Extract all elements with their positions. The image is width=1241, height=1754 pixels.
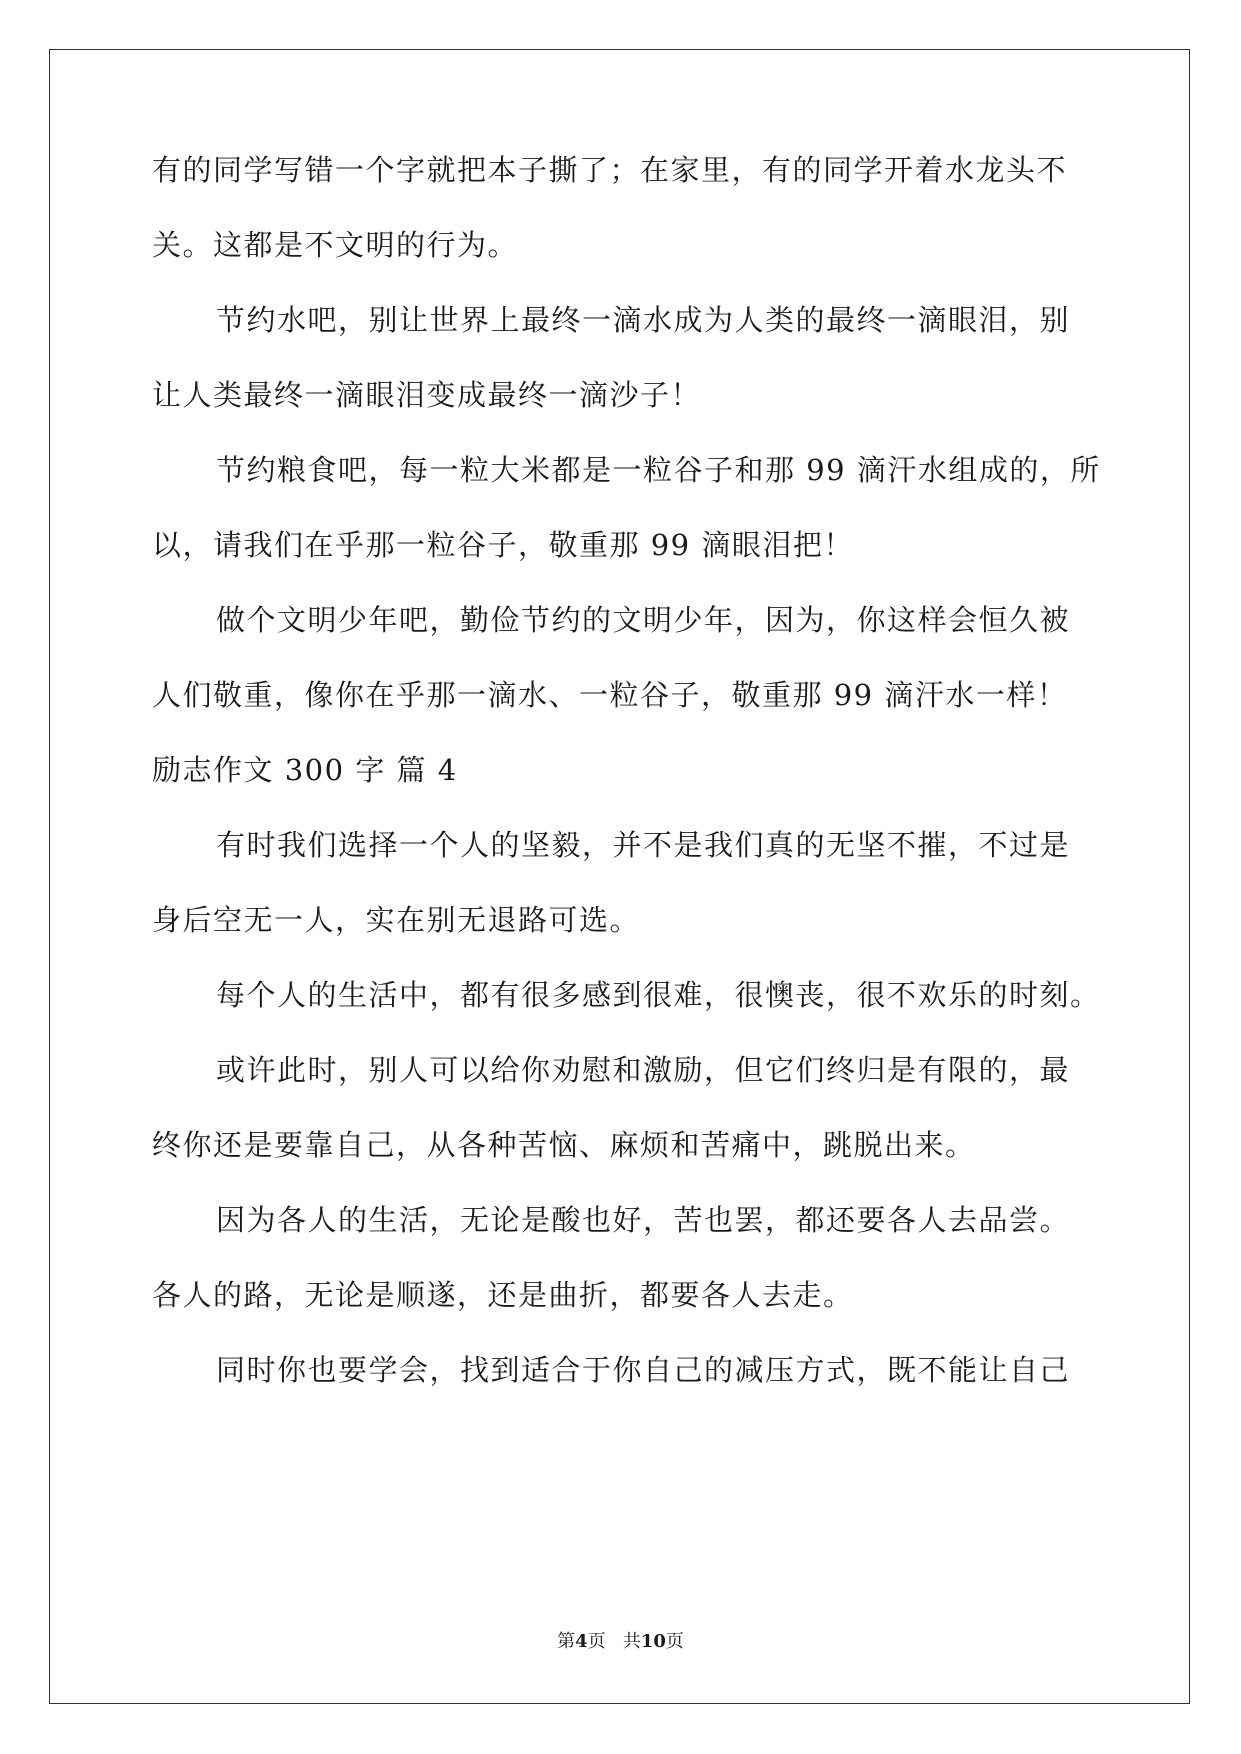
body-line: 关。这都是不文明的行为。 — [152, 228, 519, 262]
body-line: 人们敬重，像你在乎那一滴水、一粒谷子，敬重那 99 滴汗水一样！ — [152, 678, 1068, 712]
section-heading: 励志作文 300 字 篇 4 — [152, 753, 458, 787]
total-pages: 10 — [640, 1631, 666, 1652]
paragraph-start-line: 节约粮食吧，每一粒大米都是一粒谷子和那 99 滴汗水组成的，所 — [216, 453, 1101, 487]
total-prefix: 共 — [622, 1631, 641, 1652]
page-suffix: 页 — [587, 1631, 606, 1652]
paragraph-start-line: 同时你也要学会，找到适合于你自己的减压方式，既不能让自己 — [216, 1353, 1071, 1387]
paragraph-start-line: 每个人的生活中，都有很多感到很难，很懊丧，很不欢乐的时刻。 — [216, 978, 1101, 1012]
page-prefix: 第 — [557, 1631, 576, 1652]
body-line: 让人类最终一滴眼泪变成最终一滴沙子！ — [152, 378, 702, 412]
page-number: 4 — [575, 1631, 588, 1652]
paragraph-start-line: 做个文明少年吧，勤俭节约的文明少年，因为，你这样会恒久被 — [216, 603, 1071, 637]
paragraph-start-line: 有时我们选择一个人的坚毅，并不是我们真的无坚不摧，不过是 — [216, 828, 1071, 862]
body-line: 有的同学写错一个字就把本子撕了；在家里，有的同学开着水龙头不 — [152, 153, 1068, 187]
page-border — [49, 49, 1190, 1704]
body-line: 各人的路，无论是顺遂，还是曲折，都要各人去走。 — [152, 1278, 854, 1312]
body-line: 以，请我们在乎那一粒谷子，敬重那 99 滴眼泪把！ — [152, 528, 854, 562]
total-suffix: 页 — [665, 1631, 684, 1652]
body-line: 终你还是要靠自己，从各种苦恼、麻烦和苦痛中，跳脱出来。 — [152, 1128, 976, 1162]
paragraph-start-line: 节约水吧，别让世界上最终一滴水成为人类的最终一滴眼泪，别 — [216, 303, 1071, 337]
page-footer — [0, 1630, 1241, 1654]
body-line: 身后空无一人，实在别无退路可选。 — [152, 903, 641, 937]
paragraph-start-line: 或许此时，别人可以给你劝慰和激励，但它们终归是有限的，最 — [216, 1053, 1071, 1087]
paragraph-start-line: 因为各人的生活，无论是酸也好，苦也罢，都还要各人去品尝。 — [216, 1203, 1071, 1237]
